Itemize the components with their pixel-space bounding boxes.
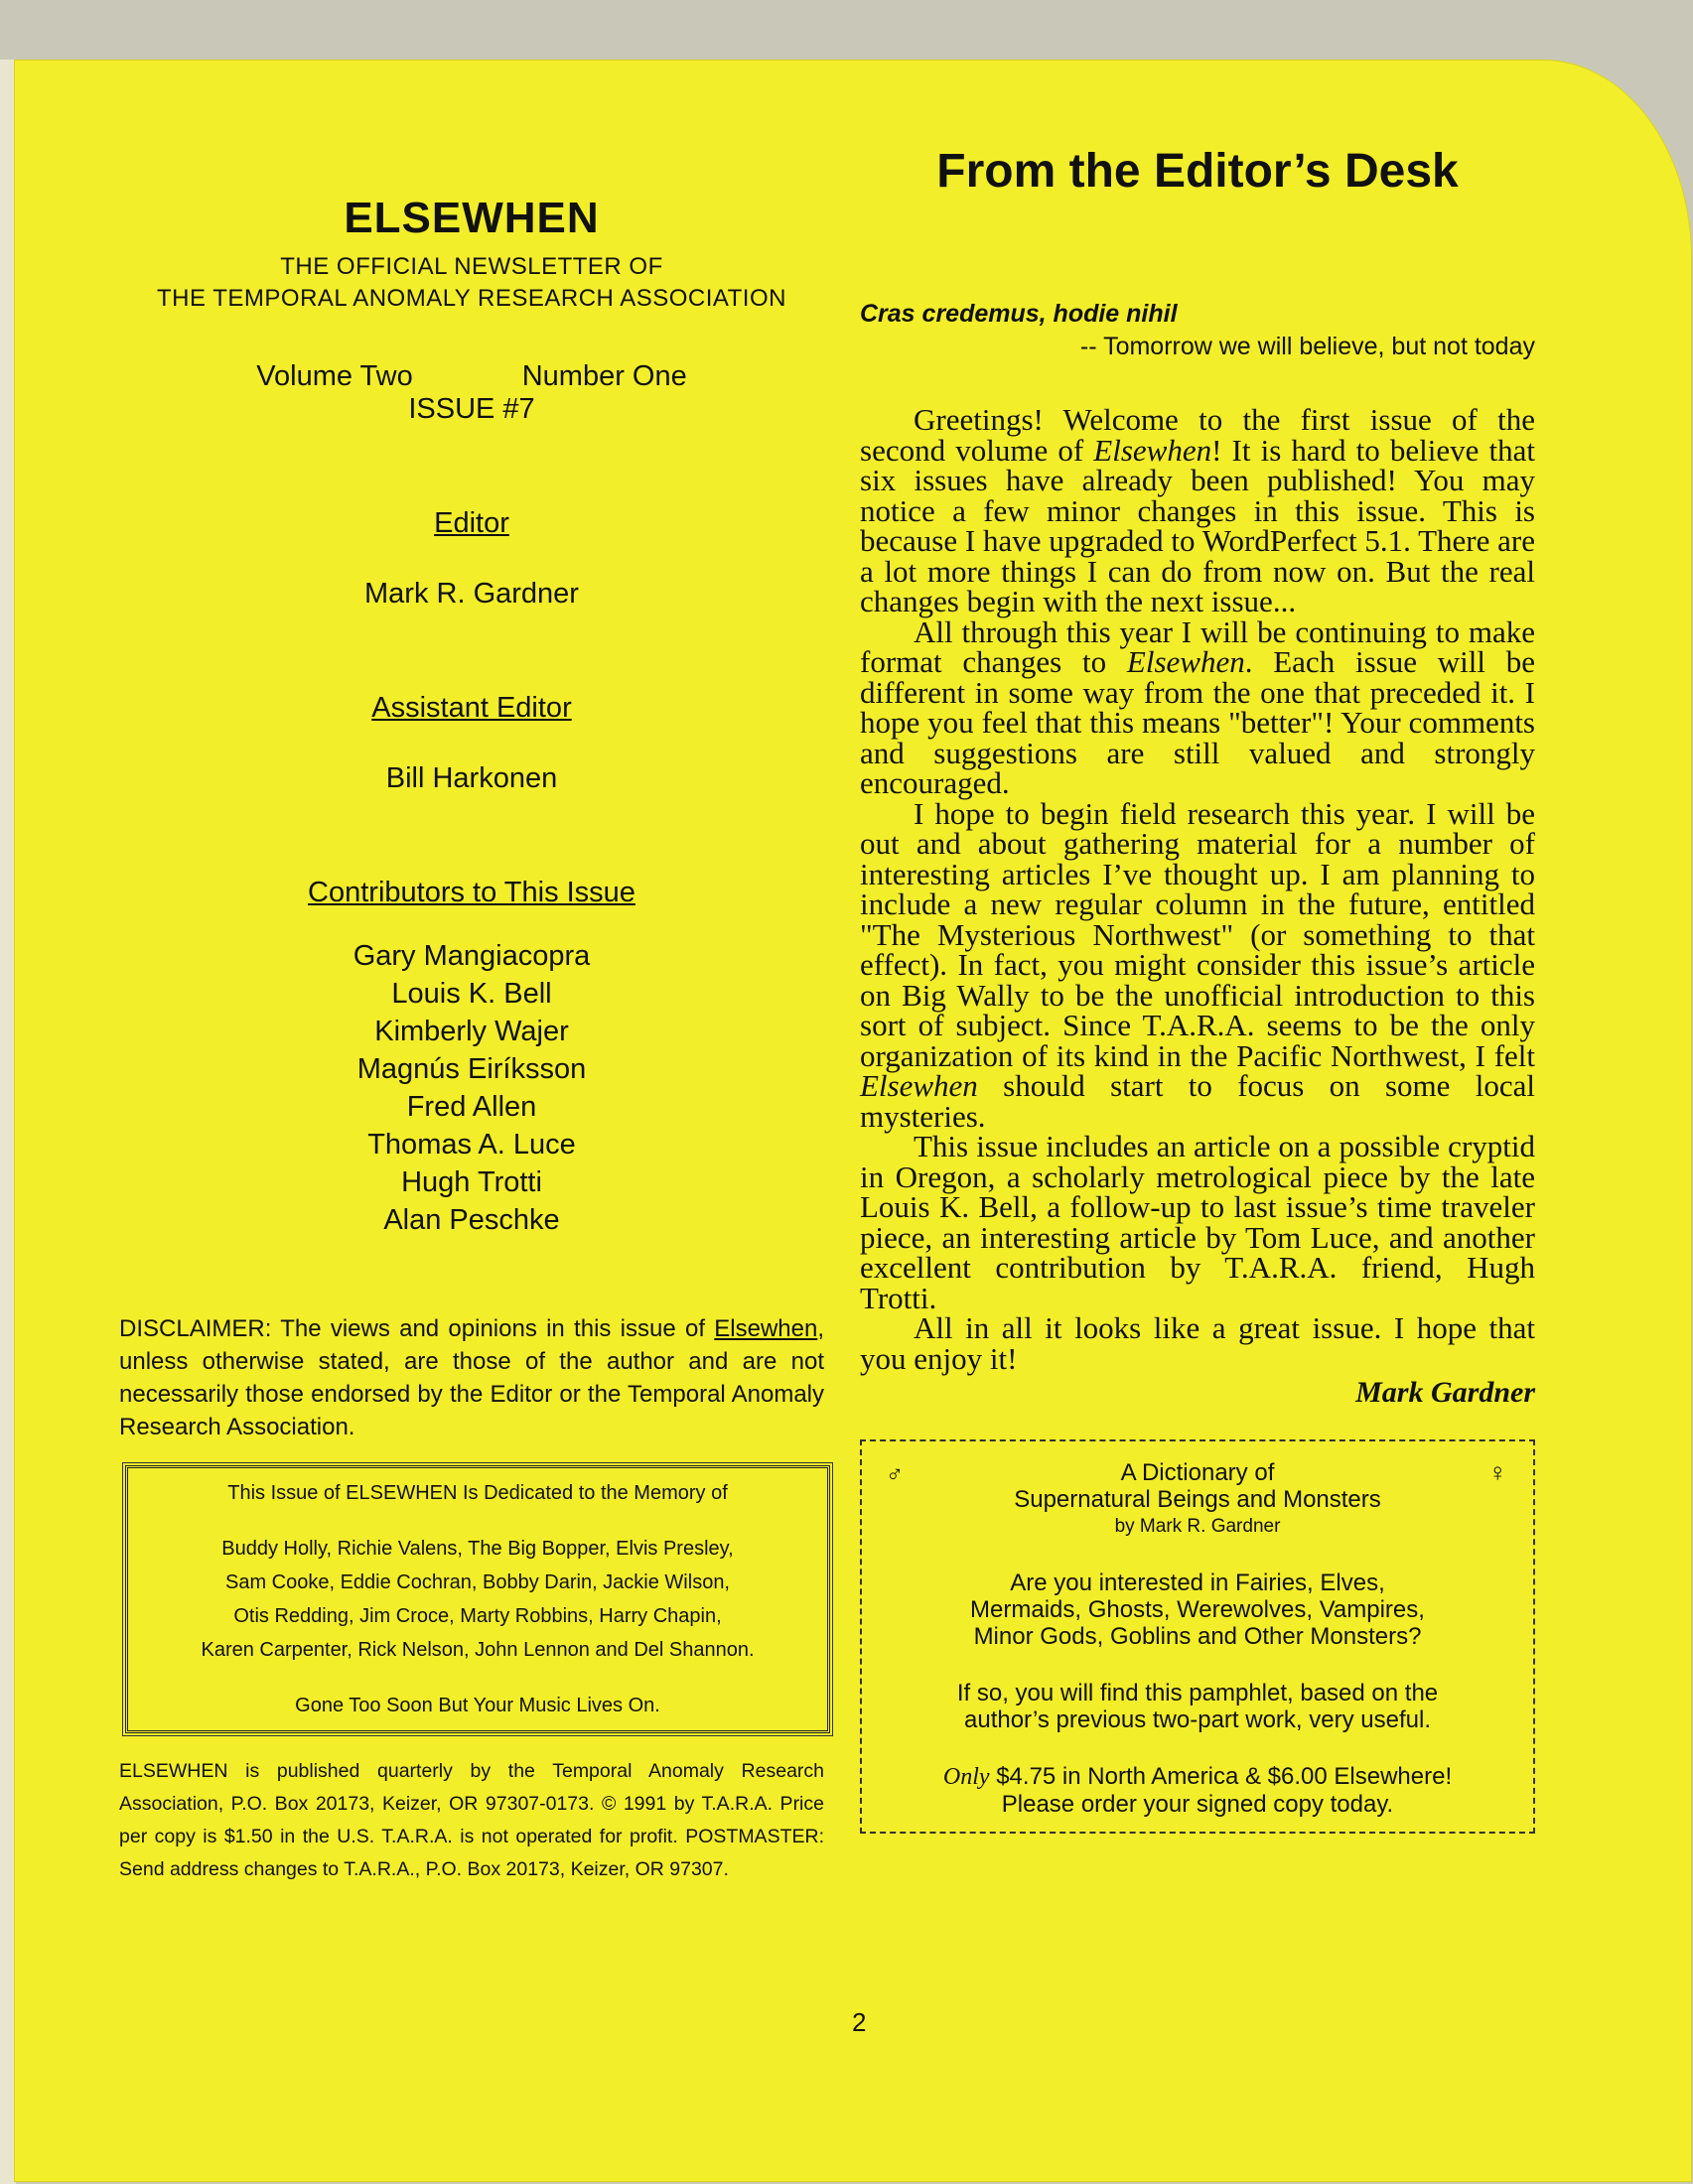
female-symbol-icon: ♀ [1487,1457,1507,1487]
dedication-heading: This Issue of ELSEWHEN Is Dedicated to the Memory of [227,1482,728,1504]
letter-paragraph: I hope to begin field research this year. I will be out and about gathering material for a number of interesting articles I’ve thought up. I am planning to include a new regular column in the future, entitled "The Mysterious Northwest" (or something to that effect). In fact, you might consider this issue’s article on Big Wally to be the unofficial introduction to this sort of subject. Since T.A.R.A. seems to be the only organization of its kind in the Pacific Northwest, I felt Elsewhen should start to focus on some local mysteries. [860,795,1535,1134]
ad-price: Only $4.75 in North America & $6.00 Elsewhere! [942,1763,1453,1790]
ad-title-line-2: Supernatural Beings and Monsters [1014,1486,1381,1513]
dedication-names: Karen Carpenter, Rick Nelson, John Lennon and Del Shannon. [201,1639,755,1661]
ad-question: Mermaids, Ghosts, Werewolves, Vampires, [970,1596,1425,1623]
ad-info: If so, you will find this pamphlet, based on the [956,1680,1439,1706]
publication-info: ELSEWHEN is published quarterly by the Temporal Anomaly Research Association, P.O. Box 20173, Keizer, OR 97307-0173. © 1991 by T.A.R.A. Price per copy is $1.50 in the U.S. T.A.R.A. is not operated for profit. POSTMASTER: Send address changes to T.A.R.A., P.O. Box 20173, Keizer, OR 97307. [119,1760,824,1880]
contributor: Alan Peschke [383,1204,560,1236]
contributor: Kimberly Wajer [374,1016,569,1047]
disclaimer [119,1312,824,1443]
page-number: 2 [852,2007,867,2037]
contributors-heading: Contributors to This Issue [308,877,635,908]
ad-title-line-1: A Dictionary of [1120,1459,1275,1486]
contributor: Louis K. Bell [391,978,552,1010]
dedication-names: Buddy Holly, Richie Valens, The Big Bopper, Elvis Presley, [221,1538,734,1560]
motto-translation: -- Tomorrow we will believe, but not today [1079,333,1535,360]
ad-question: Minor Gods, Goblins and Other Monsters? [973,1623,1422,1650]
dedication-names: Sam Cooke, Eddie Cochran, Bobby Darin, Jackie Wilson, [224,1571,730,1593]
assistant-editor-name: Bill Harkonen [385,762,558,794]
dedication-box [125,1465,830,1733]
editor-letter [860,402,1535,1376]
editor-heading: Editor [434,507,509,539]
ad-byline: by Mark R. Gardner [1114,1516,1281,1537]
contributors-list [119,937,824,1239]
ad-order: Please order your signed copy today. [1001,1791,1394,1818]
dictionary-ad-box [860,1439,1535,1834]
subtitle-line-2: THE TEMPORAL ANOMALY RESEARCH ASSOCIATION [157,285,786,312]
editor-signature: Mark Gardner [1355,1376,1535,1409]
issue-label: ISSUE #7 [408,393,535,425]
letter-paragraph: All in all it looks like a great issue. I hope that you enjoy it! [860,1310,1535,1376]
masthead-column [119,194,824,1886]
male-symbol-icon: ♂ [886,1461,904,1488]
assistant-editor-heading: Assistant Editor [371,692,572,724]
latin-motto: Cras credemus, hodie nihil [860,300,1178,328]
number-label: Number One [521,360,687,392]
ad-info: author’s previous two-part work, very useful. [964,1706,1431,1733]
editor-column [860,144,1535,1834]
disclaimer-title-ref: Elsewhen [714,1315,818,1342]
editors-desk-title: From the Editor’s Desk [936,145,1459,198]
editor-name: Mark R. Gardner [364,578,579,610]
letter-paragraph: All through this year I will be continuing to make format changes to Elsewhen. Each issue will be different in some way from the one that preceded it. I hope you feel that this means "better"! Your comments and suggestions are still valued and strongly encouraged. [860,614,1535,800]
letter-paragraph: Greetings! Welcome to the first issue of the second volume of Elsewhen! It is hard to believe that six issues have already been published! You may notice a few minor changes in this issue. This is because I have upgraded to WordPerfect 5.1. There are a lot more things I can do from now on. But the real changes begin with the next issue... [860,402,1535,618]
dedication-names: Otis Redding, Jim Croce, Marty Robbins, Harry Chapin, [233,1605,722,1627]
contributor: Fred Allen [406,1091,537,1123]
disclaimer-text: DISCLAIMER: The views and opinions in this issue of [119,1315,715,1342]
contributor: Gary Mangiacopra [353,940,591,972]
dedication-footer: Gone Too Soon But Your Music Lives On. [295,1695,660,1716]
letter-paragraph: This issue includes an article on a possible cryptid in Oregon, a scholarly metrological piece by the late Louis K. Bell, a follow-up to last issue’s time traveler piece, an interesting article by Tom Luce, and another excellent contribution by T.A.R.A. friend, Hugh Trotti. [860,1129,1535,1315]
subtitle-line-1: THE OFFICIAL NEWSLETTER OF [280,253,663,280]
disclaimer-text-rest: , unless otherwise stated, are those of the author and are not necessarily those endorsed by the Editor or the Temporal Anomaly Research Association. [119,1315,824,1440]
volume-label: Volume Two [256,360,413,392]
contributor: Thomas A. Luce [367,1129,576,1160]
contributor: Hugh Trotti [401,1166,542,1198]
ad-question: Are you interested in Fairies, Elves, [1010,1570,1385,1596]
newsletter-title: ELSEWHEN [344,194,600,242]
contributor: Magnús Eiríksson [356,1053,587,1085]
